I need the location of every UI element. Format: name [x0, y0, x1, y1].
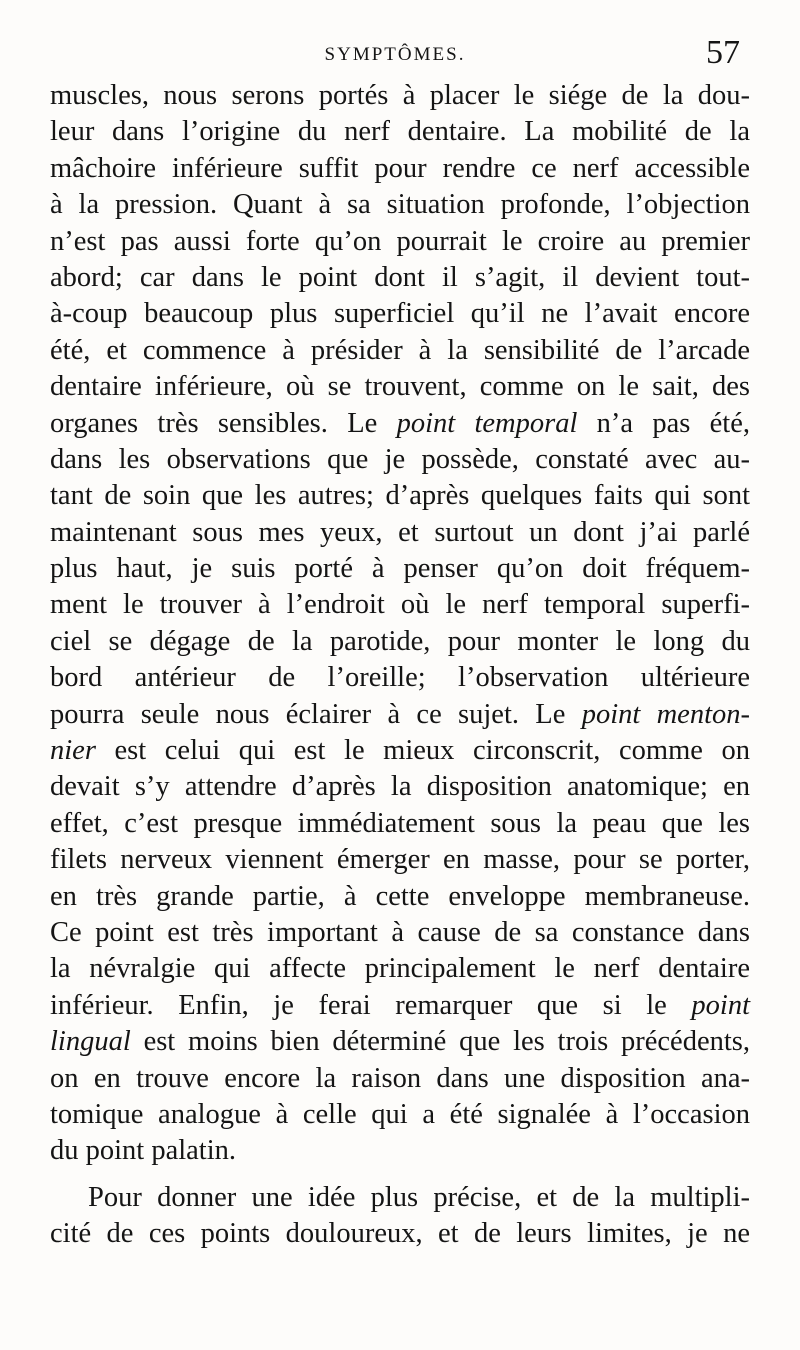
text-line: ciel se dégage de la parotide, pour monter le long du [50, 625, 750, 657]
text-line: inférieur. Enfin, je ferai remarquer que si le point [50, 989, 750, 1021]
text-line: la névralgie qui affecte principalement le nerf dentaire [50, 953, 750, 985]
text-line: muscles, nous serons portés à placer le siége de la dou- [50, 80, 750, 111]
text-line: n’est pas aussi forte qu’on pourrait le croire au premier [50, 225, 750, 257]
running-head: SYMPTÔMES. [324, 44, 466, 65]
body-text [50, 78, 750, 1253]
text-line: leur dans l’origine du nerf dentaire. La mobilité de la [50, 116, 750, 148]
text-line: été, et commence à présider à la sensibilité de l’arcade [50, 334, 750, 366]
text-line: effet, c’est presque immédiatement sous la peau que les [50, 807, 750, 839]
text-line: Pour donner une idée plus précise, et de la multipli- [88, 1181, 750, 1213]
text-line: cité de ces points douloureux, et de leurs limites, je ne [50, 1218, 750, 1250]
text-line: nier est celui qui est le mieux circonscrit, comme on [50, 735, 750, 767]
text-line: abord; car dans le point dont il s’agit, il devient tout- [50, 261, 750, 293]
text-line: organes très sensibles. Le point temporal n’a pas été, [50, 407, 750, 439]
text-line: maintenant sous mes yeux, et surtout un dont j’ai parlé [50, 516, 750, 548]
text-line: bord antérieur de l’oreille; l’observation ultérieure [50, 662, 750, 694]
text-line: on en trouve encore la raison dans une disposition ana- [50, 1062, 750, 1094]
text-line: à-coup beaucoup plus superficiel qu’il ne l’avait encore [50, 298, 750, 330]
paragraph [50, 1180, 750, 1253]
text-line: tomique analogue à celle qui a été signalée à l’occasion [50, 1098, 750, 1130]
text-line: ment le trouver à l’endroit où le nerf temporal superfi- [50, 589, 750, 621]
text-line: mâchoire inférieure suffit pour rendre ce nerf accessible [50, 152, 750, 184]
text-line: dans les observations que je possède, constaté avec au- [50, 443, 750, 475]
page-number: 57 [706, 34, 740, 71]
text-line: plus haut, je suis porté à penser qu’on doit fréquem- [50, 553, 750, 585]
text-line: tant de soin que les autres; d’après quelques faits qui sont [50, 480, 750, 512]
text-line: dentaire inférieure, où se trouvent, comme on le sait, des [50, 371, 750, 403]
text-line: du point palatin. [50, 1135, 237, 1167]
text-line: à la pression. Quant à sa situation profonde, l’objection [50, 189, 750, 221]
text-line: en très grande partie, à cette enveloppe membraneuse. [50, 880, 750, 912]
paragraph-gap [50, 1170, 750, 1180]
text-line: lingual est moins bien déterminé que les trois précédents, [50, 1026, 750, 1058]
paragraph [50, 78, 750, 1170]
page-header [50, 34, 740, 80]
text-line: filets nerveux viennent émerger en masse, pour se porter, [50, 844, 750, 876]
text-line: Ce point est très important à cause de sa constance dans [50, 916, 750, 948]
text-line: pourra seule nous éclairer à ce sujet. Le point menton- [50, 698, 750, 730]
text-line: devait s’y attendre d’après la disposition anatomique; en [50, 771, 750, 803]
